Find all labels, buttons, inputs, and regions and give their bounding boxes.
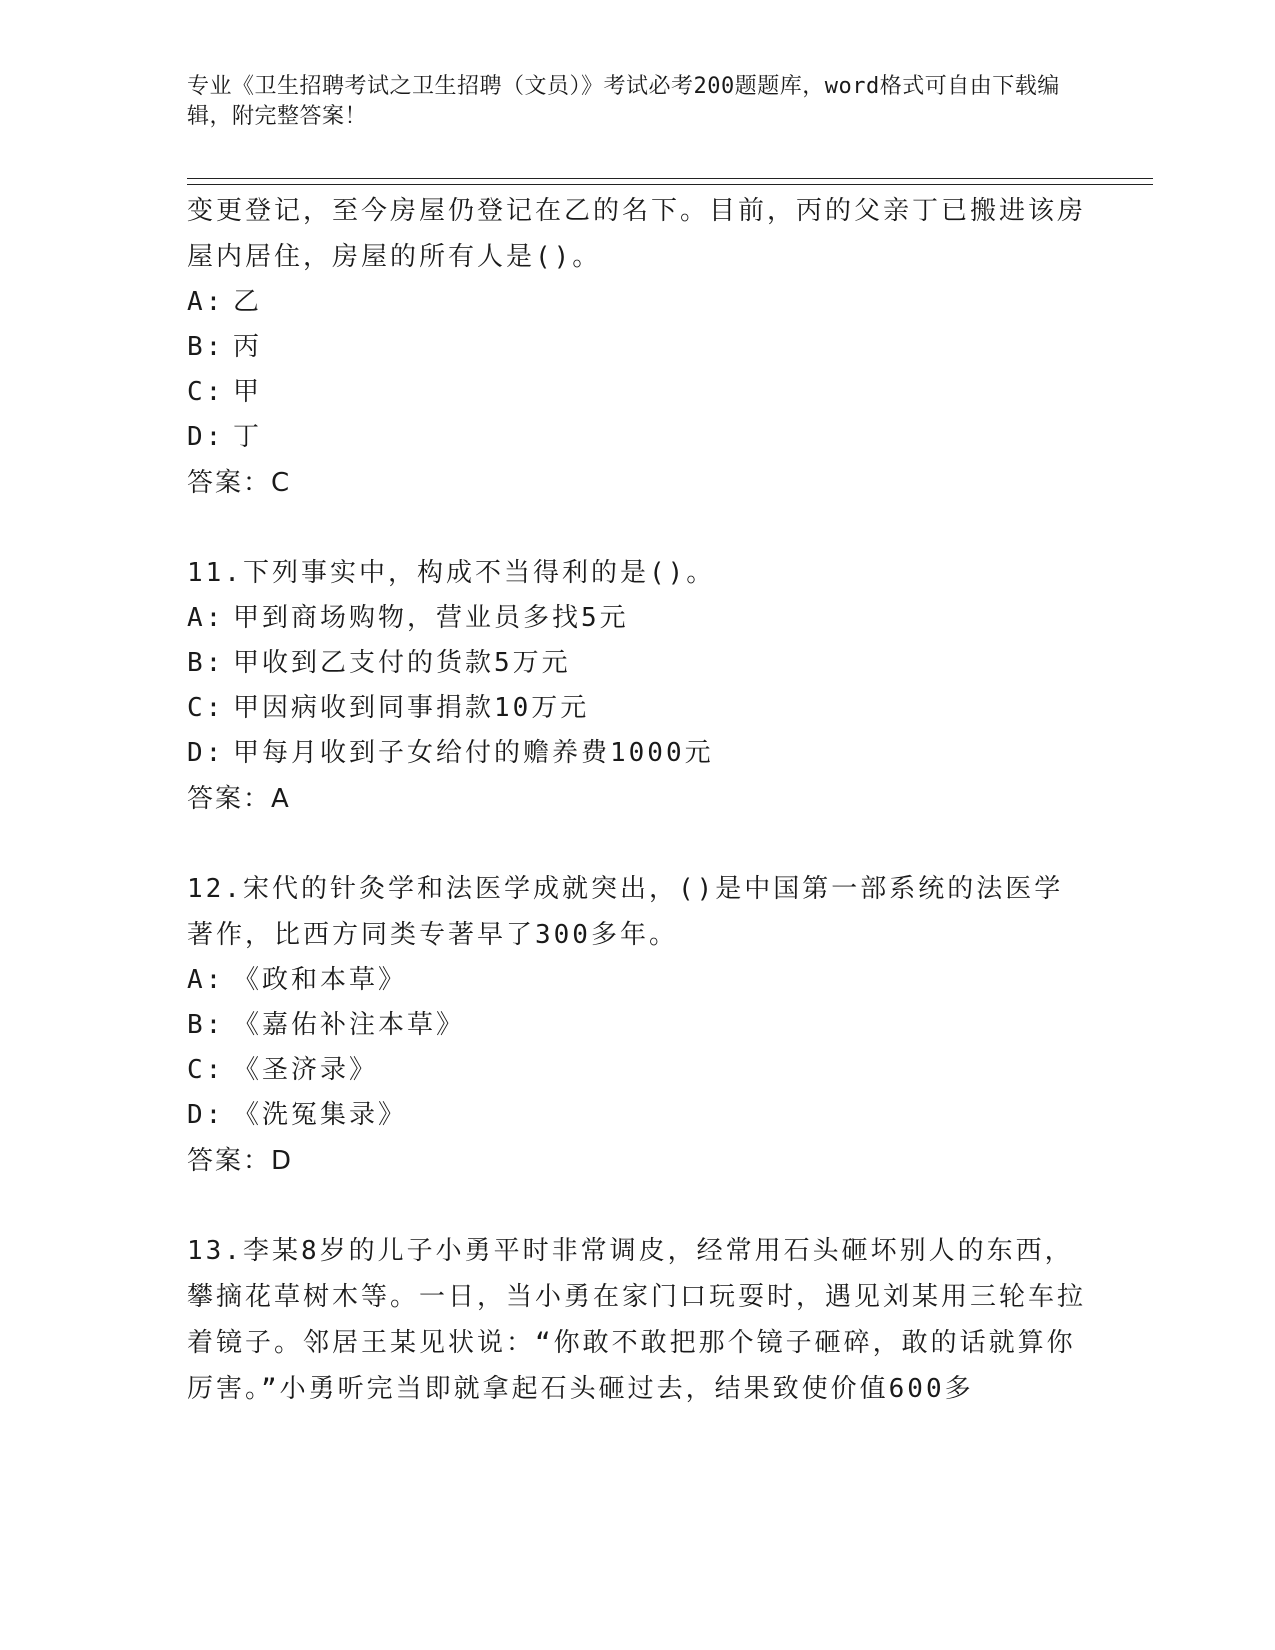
header-rule-bottom — [187, 184, 1153, 185]
answer-line: 答案：D — [187, 1146, 294, 1176]
option-text: 乙 — [233, 287, 263, 317]
option-d — [187, 415, 1087, 460]
option-d — [187, 1093, 1087, 1138]
option-text: 《嘉佑补注本草》 — [233, 1010, 466, 1040]
answer-line: 答案：C — [187, 468, 292, 498]
option-key: B: — [187, 332, 225, 362]
option-a — [187, 280, 1087, 325]
option-b — [187, 1003, 1087, 1048]
option-key: D: — [187, 1100, 225, 1130]
option-key: A: — [187, 965, 225, 995]
option-key: C: — [187, 377, 225, 407]
option-text: 甲因病收到同事捐款10万元 — [233, 693, 590, 723]
option-c — [187, 1048, 1087, 1093]
option-text: 丙 — [233, 332, 263, 362]
option-a — [187, 596, 1087, 641]
document-body — [187, 188, 1087, 1412]
option-b — [187, 641, 1087, 686]
question-stem: 12.宋代的针灸学和法医学成就突出，()是中国第一部系统的法医学著作，比西方同类专著早了300多年。 — [187, 874, 1064, 950]
spacer — [187, 1184, 1087, 1228]
option-key: D: — [187, 422, 225, 452]
option-text: 丁 — [233, 422, 263, 452]
question-stem: 11.下列事实中，构成不当得利的是()。 — [187, 558, 716, 588]
spacer — [187, 506, 1087, 550]
option-key: D: — [187, 738, 225, 768]
document-header: 专业《卫生招聘考试之卫生招聘（文员）》考试必考200题题库，word格式可自由下载编辑，附完整答案！ — [187, 74, 1060, 129]
option-c — [187, 370, 1087, 415]
option-b — [187, 325, 1087, 370]
option-key: B: — [187, 1010, 225, 1040]
option-text: 《洗冤集录》 — [233, 1100, 408, 1130]
answer-line: 答案：A — [187, 784, 291, 814]
option-key: B: — [187, 648, 225, 678]
option-c — [187, 686, 1087, 731]
header-rule-top — [187, 178, 1153, 179]
spacer — [187, 822, 1087, 866]
option-key: A: — [187, 603, 225, 633]
option-text: 甲每月收到子女给付的赡养费1000元 — [233, 738, 714, 768]
option-text: 《政和本草》 — [233, 965, 408, 995]
option-text: 甲 — [233, 377, 263, 407]
option-text: 《圣济录》 — [233, 1055, 379, 1085]
option-key: C: — [187, 1055, 225, 1085]
option-a — [187, 958, 1087, 1003]
question-block — [187, 1228, 1087, 1412]
question-stem: 变更登记，至今房屋仍登记在乙的名下。目前，丙的父亲丁已搬进该房屋内居住，房屋的所有人是()。 — [187, 196, 1087, 272]
question-stem: 13.李某8岁的儿子小勇平时非常调皮，经常用石头砸坏别人的东西，攀摘花草树木等。一日，当小勇在家门口玩耍时，遇见刘某用三轮车拉着镜子。邻居王某见状说：“你敢不敢把那个镜子砸碎，敢的话就算你厉害。”小勇听完当即就拿起石头砸过去，结果致使价值600多 — [187, 1236, 1087, 1404]
option-text: 甲到商场购物，营业员多找5元 — [233, 603, 629, 633]
option-key: C: — [187, 693, 225, 723]
option-text: 甲收到乙支付的货款5万元 — [233, 648, 571, 678]
question-block — [187, 866, 1087, 1184]
question-block — [187, 188, 1087, 506]
option-d — [187, 731, 1087, 776]
option-key: A: — [187, 287, 225, 317]
question-block — [187, 550, 1087, 822]
